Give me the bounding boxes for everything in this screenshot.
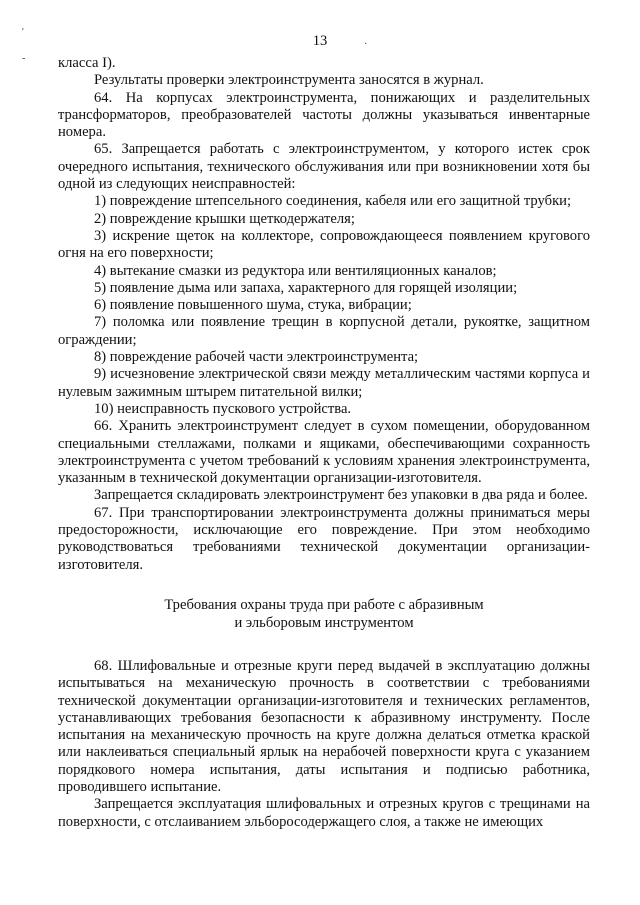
paragraphs-top — [58, 55, 590, 574]
paragraph: Результаты проверки электроинструмента заносятся в журнал. — [94, 72, 484, 89]
paragraph: 3) искрение щеток на коллекторе, сопровождающееся появлением кругового огня на его поверхности; — [58, 227, 590, 262]
page-number: 13 — [312, 33, 328, 49]
paragraph: 66. Хранить электроинструмент следует в сухом помещении, оборудованном специальными стеллажами, полками и ящиками, обеспечивающими сохранность электроинструмента с учетом требований к условиям хранения электроинструмента, указанным в технической документации организации-изготовителя. — [58, 418, 590, 487]
paragraph: 1) повреждение штепсельного соединения, кабеля или его защитной трубки; — [94, 193, 572, 210]
paragraph: 67. При транспортировании электроинструмента должны приниматься меры предосторожности, исключающие его повреждение. При этом необходимо руководствоваться требованиями технической документации организации-изготовителя. — [58, 504, 590, 573]
paragraph: 4) вытекание смазки из редуктора или вентиляционных каналов; — [94, 262, 497, 279]
paragraph: 68. Шлифовальные и отрезные круги перед выдачей в эксплуатацию должны испытываться на механическую прочность в соответствии с требованиями технической документации организации-изготовителя и технических регламентов, устанавливающих требования безопасности к абразивному инструменту. После испытания на механическую прочность на круге должна делаться отметка краской или наклеиваться специальный ярлык на нерабочей поверхности круга с указанием порядкового номера испытания, даты испытания и подписью работника, проводившего испытание. — [58, 657, 590, 795]
paragraph: 8) повреждение рабочей части электроинструмента; — [94, 349, 419, 366]
scan-mark: · — [364, 39, 368, 50]
paragraphs-bottom — [58, 658, 590, 831]
section-title-line: Требования охраны труда при работе с абразивным — [164, 596, 484, 613]
paragraph: 7) поломка или появление трещин в корпусной детали, рукоятке, защитном ограждении; — [58, 314, 590, 348]
paragraph: 9) исчезновение электрической связи между металлическим частями корпуса и нулевым зажимным штырем питательной вилки; — [58, 366, 590, 400]
paragraph: Запрещается складировать электроинструмент без упаковки в два ряда и более. — [94, 487, 588, 504]
paragraph: 5) появление дыма или запаха, характерного для горящей изоляции; — [94, 279, 518, 296]
paragraph: 6) появление повышенного шума, стука, вибрации; — [94, 297, 412, 314]
document-body — [58, 55, 590, 831]
section-title — [58, 596, 590, 632]
paragraph: 64. На корпусах электроинструмента, понижающих и разделительных трансформаторов, преобразователей частоты должны указываться инвентарные номера. — [58, 89, 590, 141]
paragraph: Запрещается эксплуатация шлифовальных и отрезных кругов с трещинами на поверхности, с отслаиванием эльборосодержащего слоя, а также не имеющих — [58, 796, 590, 830]
section-title-line: и эльборовым инструментом — [234, 614, 414, 631]
scan-mark: - — [22, 53, 26, 64]
paragraph: 65. Запрещается работать с электроинструментом, у которого истек срок очередного испытания, технического обслуживания или при возникновении хотя бы одной из следующих неисправностей: — [58, 141, 590, 193]
scan-mark: ' — [22, 27, 24, 38]
paragraph: 10) неисправность пускового устройства. — [94, 400, 352, 417]
paragraph: 2) повреждение крышки щеткодержателя; — [94, 210, 355, 227]
paragraph: класса I). — [58, 55, 116, 71]
